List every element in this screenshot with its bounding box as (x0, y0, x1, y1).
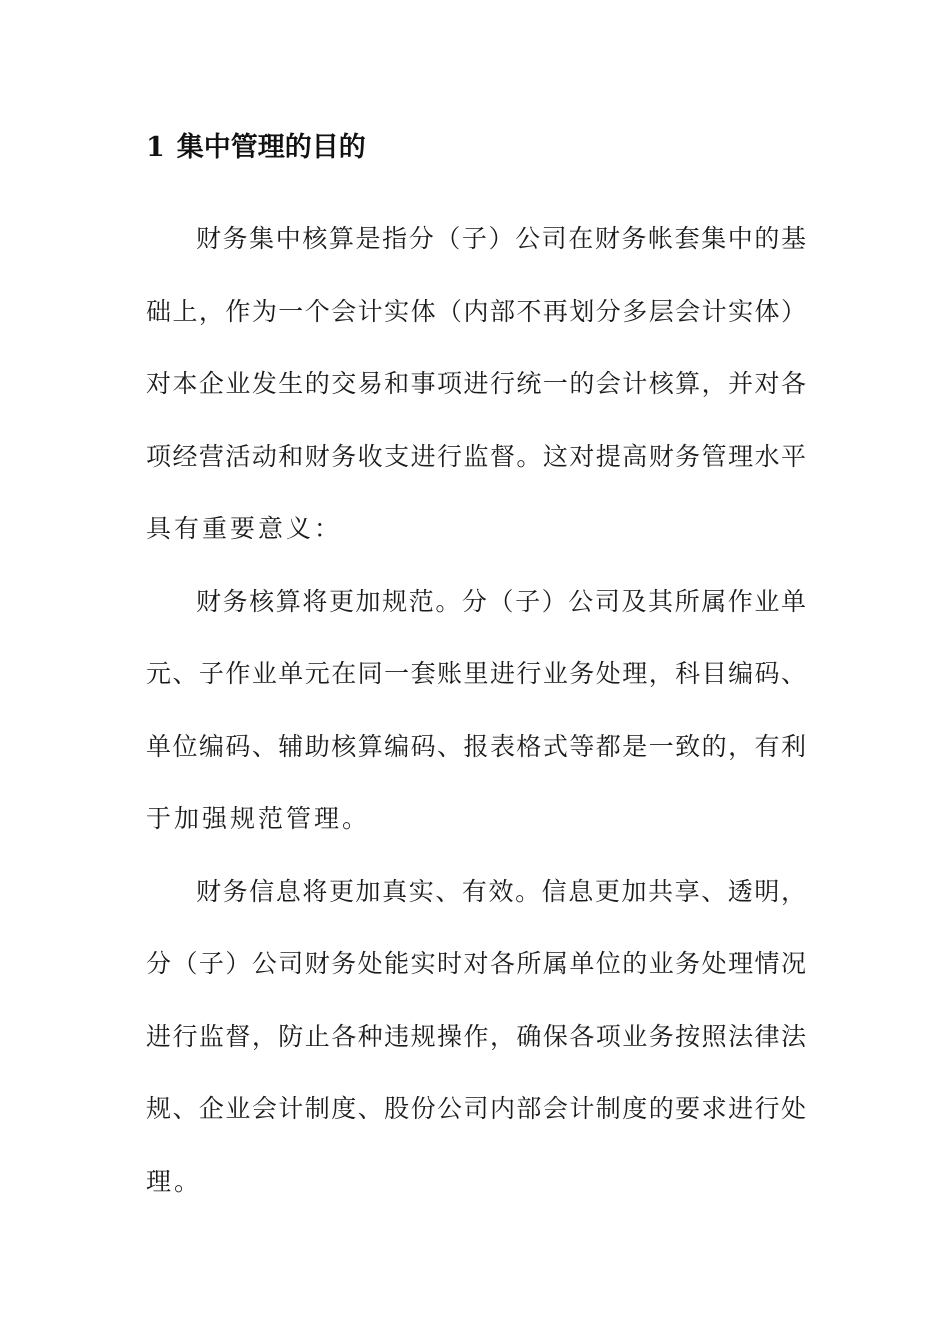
paragraph-3-line-3: 进行监督，防止各种违规操作，确保各项业务按照法律法 (146, 1022, 806, 1051)
paragraph-3-line-5: 理。 (146, 1167, 203, 1196)
section-heading (146, 126, 366, 170)
paragraph-2-line-1: 财务核算将更加规范。分（子）公司及其所属作业单 (196, 587, 806, 616)
paragraph-1-line-1: 财务集中核算是指分（子）公司在财务帐套集中的基 (196, 224, 806, 253)
section-number: 1 (146, 132, 165, 163)
paragraph-3-line-1: 财务信息将更加真实、有效。信息更加共享、透明， (196, 877, 806, 906)
section-title: 集中管理的目的 (176, 132, 366, 163)
paragraph-2-line-4: 于加强规范管理。 (146, 804, 371, 833)
paragraph-2-line-3: 单位编码、辅助核算编码、报表格式等都是一致的，有利 (146, 732, 806, 761)
paragraph-1-line-5: 具有重要意义： (146, 514, 343, 543)
paragraph-1-line-4: 项经营活动和财务收支进行监督。这对提高财务管理水平 (146, 442, 806, 471)
paragraph-1-line-2: 础上，作为一个会计实体（内部不再划分多层会计实体） (146, 297, 806, 326)
paragraph-1-line-3: 对本企业发生的交易和事项进行统一的会计核算，并对各 (146, 369, 806, 398)
paragraph-3-line-4: 规、企业会计制度、股份公司内部会计制度的要求进行处 (146, 1094, 806, 1123)
paragraph-3-line-2: 分（子）公司财务处能实时对各所属单位的业务处理情况 (146, 949, 806, 978)
paragraph-2-line-2: 元、子作业单元在同一套账里进行业务处理，科目编码、 (146, 659, 806, 688)
